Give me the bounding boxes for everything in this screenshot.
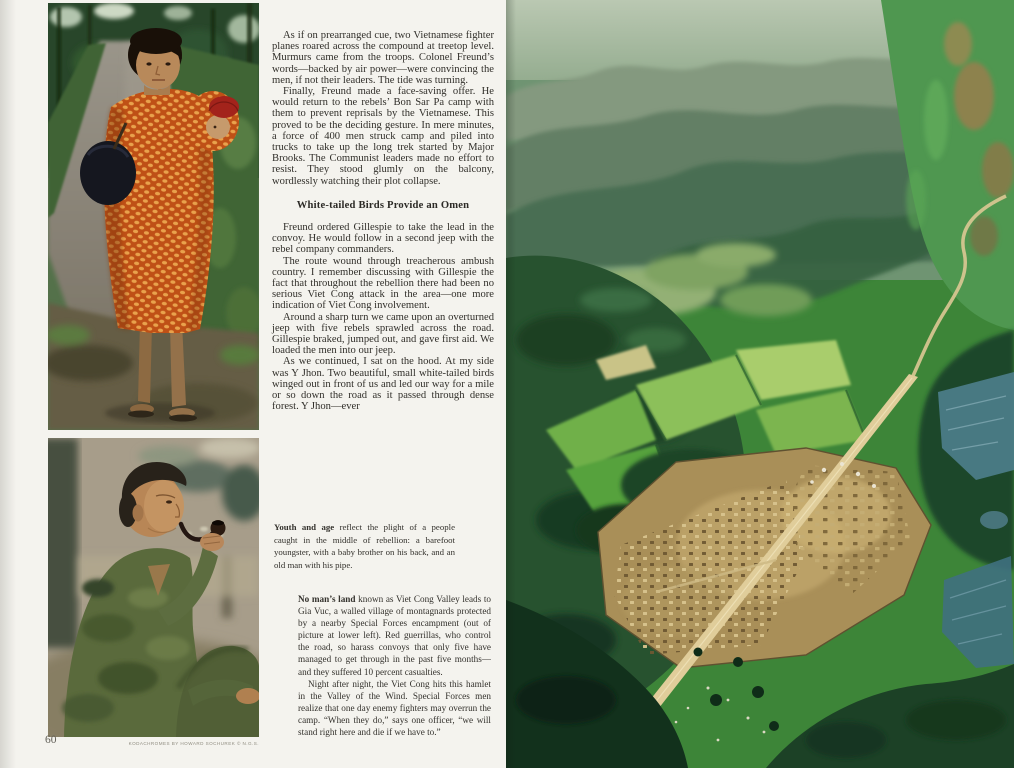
article-text-column <box>272 30 494 413</box>
article-paragraph: Finally, Freund made a face-saving offer. He would return to the rebels’ Bon Sar Pa camp with them to prevent reprisals by the Vietnamese. This proved to be the deciding gesture. In mere minutes, a force of 400 men struck camp and piled into trucks to take up the long trek started by Major Brooks. The Communist leaders made no effort to resist. They stood glumly on the balcony, wordlessly watching their plot collapse. <box>272 86 494 187</box>
caption-lead: No man’s land <box>298 594 356 604</box>
photo-boy-illustration <box>48 3 259 430</box>
photo-oldman-illustration <box>48 438 259 737</box>
photo-valley-illustration <box>506 0 1014 768</box>
caption-text: Night after night, the Viet Cong hits this hamlet in the Valley of the Wind. Special Forces men realize that one day enemy fighters may overrun the camp. “When they do,” says one officer, “we will stand right here and die if we have to.” <box>298 678 491 738</box>
photo-aerial-valley <box>506 0 1014 768</box>
caption-body: reflect the plight of a people caught in the middle of rebellion: a barefoot youngster, with a baby brother on his back, and an old man with his pipe. <box>274 522 455 570</box>
section-heading: White-tailed Birds Provide an Omen <box>296 199 470 211</box>
caption-body: known as Viet Cong Valley leads to Gia Vuc, a walled village of montagnards protected by a nearby Special Forces encampment (out of picture at lower left). Red guerrillas, who control the road, so harass convoys that only five have managed to get through in the past five months—and they suffered 10 percent casualties. <box>298 594 492 677</box>
caption-lead: Youth and age <box>274 522 335 532</box>
photo-old-man-pipe <box>48 438 259 737</box>
photo-boy-with-baby <box>48 3 259 430</box>
article-paragraph: As we continued, I sat on the hood. At my side was Y Jhon. Two beautiful, small white-tailed birds winged out in front of us and led our way for a mile or so down the road as it passed through dense forest. Y Jhon—ever <box>272 356 494 413</box>
caption-text <box>274 521 455 571</box>
caption-text <box>298 593 491 678</box>
article-paragraph: Around a sharp turn we came upon an overturned jeep with five rebels sprawled across the road. Gillespie braked, jumped out, and gave first aid. We loaded the men into our jeep. <box>272 311 494 357</box>
caption-no-mans-land <box>298 593 491 738</box>
article-paragraph: Freund ordered Gillespie to take the lead in the convoy. He would follow in a second jeep with the rebel company commanders. <box>272 222 494 256</box>
caption-youth-and-age <box>274 521 455 571</box>
article-paragraph: As if on prearranged cue, two Vietnamese fighter planes roared across the compound at treetop level. Murmurs came from the troops. Colonel Freund’s words—backed by air power—were convincing the men, if not their leaders. The tide was turning. <box>272 30 494 86</box>
article-paragraph: The route wound through treacherous ambush country. I remember discussing with Gillespie the fact that throughout the rebellion there had been no serious Viet Cong attack in the area—one more indication of Viet Cong involvement. <box>272 255 494 312</box>
page-number: 60 <box>45 734 57 746</box>
photo-credit: KODACHROMES BY HOWARD SOCHUREK © N.G.S. <box>128 741 259 746</box>
